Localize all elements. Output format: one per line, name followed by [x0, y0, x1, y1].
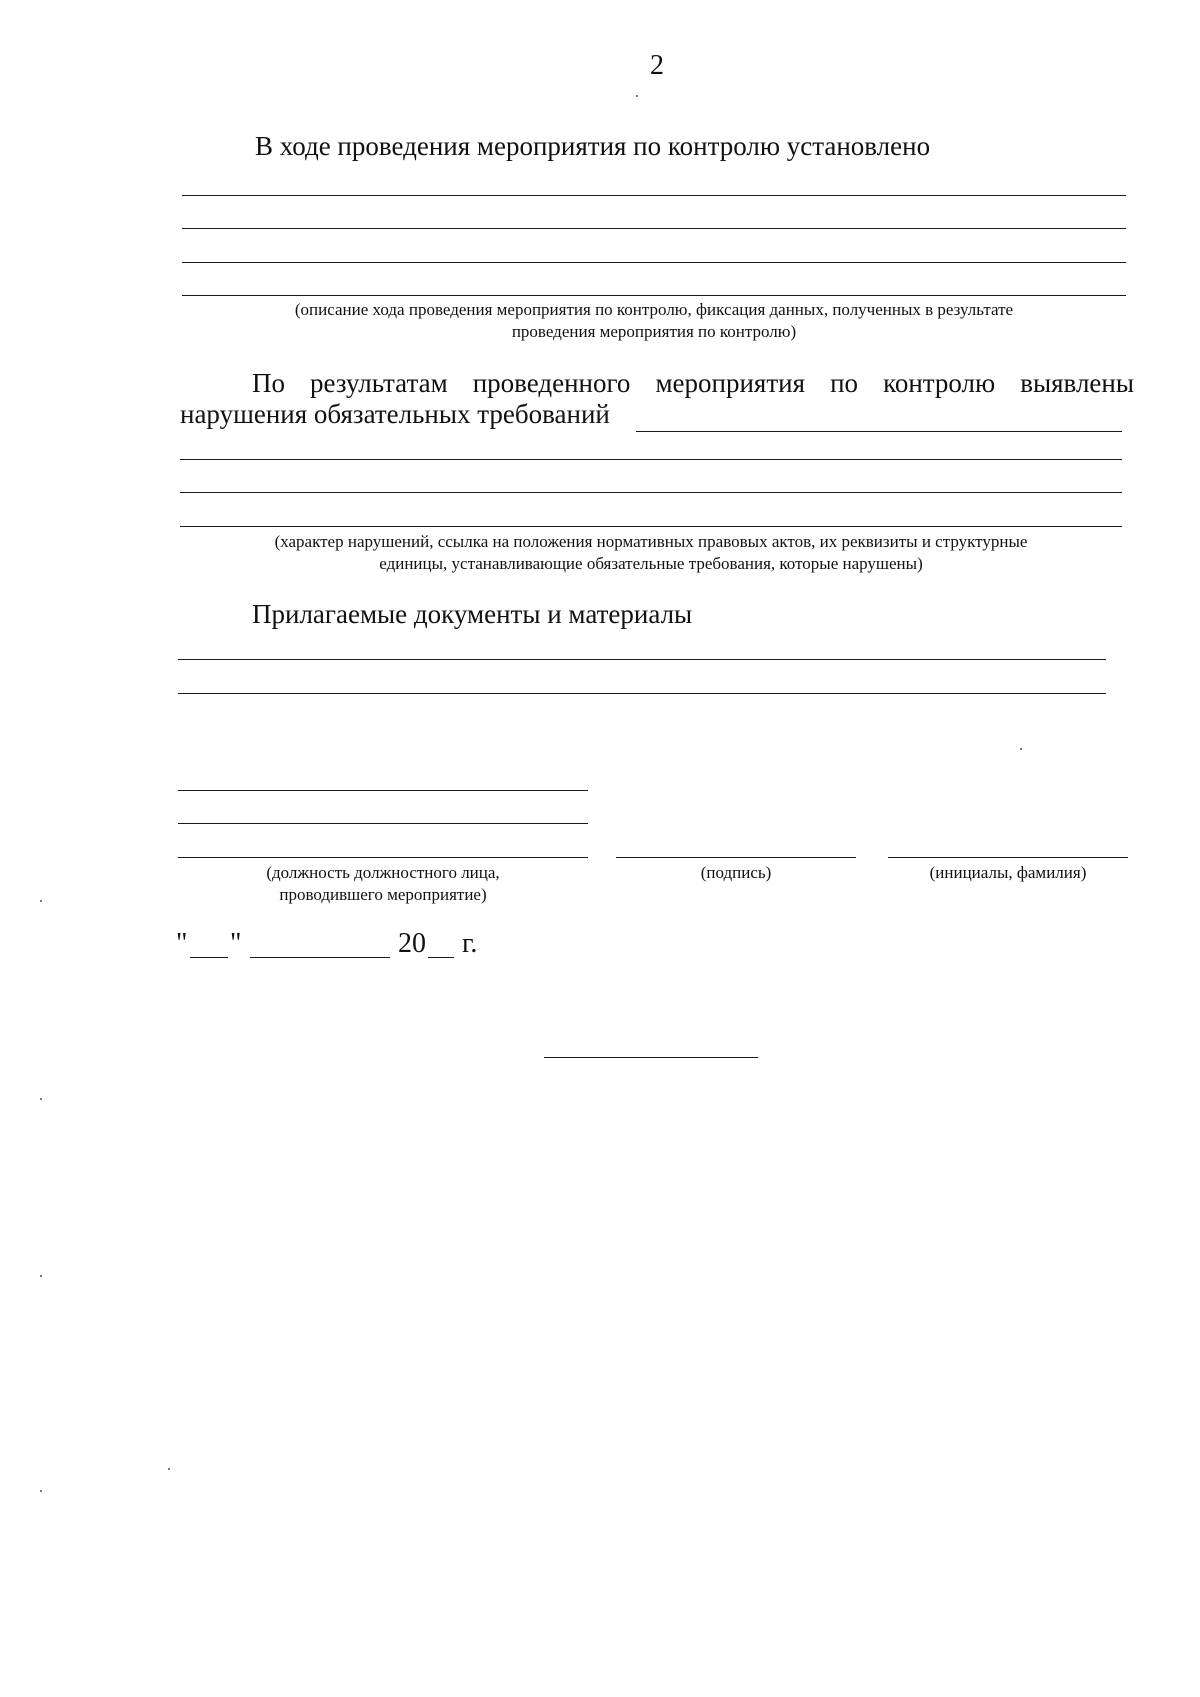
position-caption — [178, 862, 588, 906]
signature-caption: (подпись) — [700, 863, 772, 882]
section1-caption-line2: проведения мероприятия по контролю) — [511, 322, 797, 341]
section2-blank-line-1[interactable] — [180, 459, 1122, 460]
section3-blank-line-2[interactable] — [178, 693, 1106, 694]
section2-heading-line1-text: По результатам проведенного мероприятия по контролю выявлены — [252, 368, 1134, 398]
section3-heading: Прилагаемые документы и материалы — [252, 599, 693, 629]
scan-speck — [168, 1468, 170, 1470]
date-close-quote: " — [230, 928, 242, 959]
scan-speck — [40, 1490, 42, 1492]
signature-line[interactable] — [616, 857, 856, 858]
scan-speck — [636, 95, 638, 97]
position-caption-line2: проводившего мероприятие) — [279, 885, 487, 904]
date-day-blank[interactable] — [190, 957, 228, 958]
scan-speck — [1020, 748, 1022, 750]
scan-speck — [40, 900, 42, 902]
section2-caption-line2: единицы, устанавливающие обязательные требования, которые нарушены) — [379, 554, 923, 573]
section2-blank-line-2[interactable] — [180, 492, 1122, 493]
date-open-quote: " — [176, 928, 188, 959]
date-year-prefix: 20 — [398, 928, 426, 959]
position-line-1[interactable] — [178, 790, 588, 791]
section2-heading-line1 — [252, 368, 1134, 399]
scan-speck — [40, 1098, 42, 1100]
section3-blank-line-1[interactable] — [178, 659, 1106, 660]
page-number: 2 — [650, 50, 664, 81]
position-line-3[interactable] — [178, 857, 588, 858]
scan-speck — [40, 1275, 42, 1277]
position-line-2[interactable] — [178, 823, 588, 824]
section1-caption-line1: (описание хода проведения мероприятия по контролю, фиксация данных, полученных в результате — [294, 300, 1014, 319]
date-month-blank[interactable] — [250, 957, 390, 958]
section1-blank-line-2[interactable] — [182, 228, 1126, 229]
position-caption-line1: (должность должностного лица, — [266, 863, 500, 882]
section1-blank-line-4[interactable] — [182, 295, 1126, 296]
section2-caption — [180, 531, 1122, 575]
date-year-blank[interactable] — [428, 957, 454, 958]
name-caption: (инициалы, фамилия) — [929, 863, 1087, 882]
section2-inline-blank[interactable] — [636, 431, 1122, 432]
section2-blank-line-3[interactable] — [180, 526, 1122, 527]
name-line[interactable] — [888, 857, 1128, 858]
section1-heading: В ходе проведения мероприятия по контролю установлено — [255, 131, 931, 161]
end-separator — [544, 1057, 758, 1058]
section2-heading-line2: нарушения обязательных требований — [180, 399, 610, 429]
section1-blank-line-3[interactable] — [182, 262, 1126, 263]
section2-caption-line1: (характер нарушений, ссылка на положения нормативных правовых актов, их реквизиты и структурные — [274, 532, 1028, 551]
section1-blank-line-1[interactable] — [182, 195, 1126, 196]
date-year-suffix: г. — [462, 928, 478, 959]
section1-caption — [182, 299, 1126, 343]
